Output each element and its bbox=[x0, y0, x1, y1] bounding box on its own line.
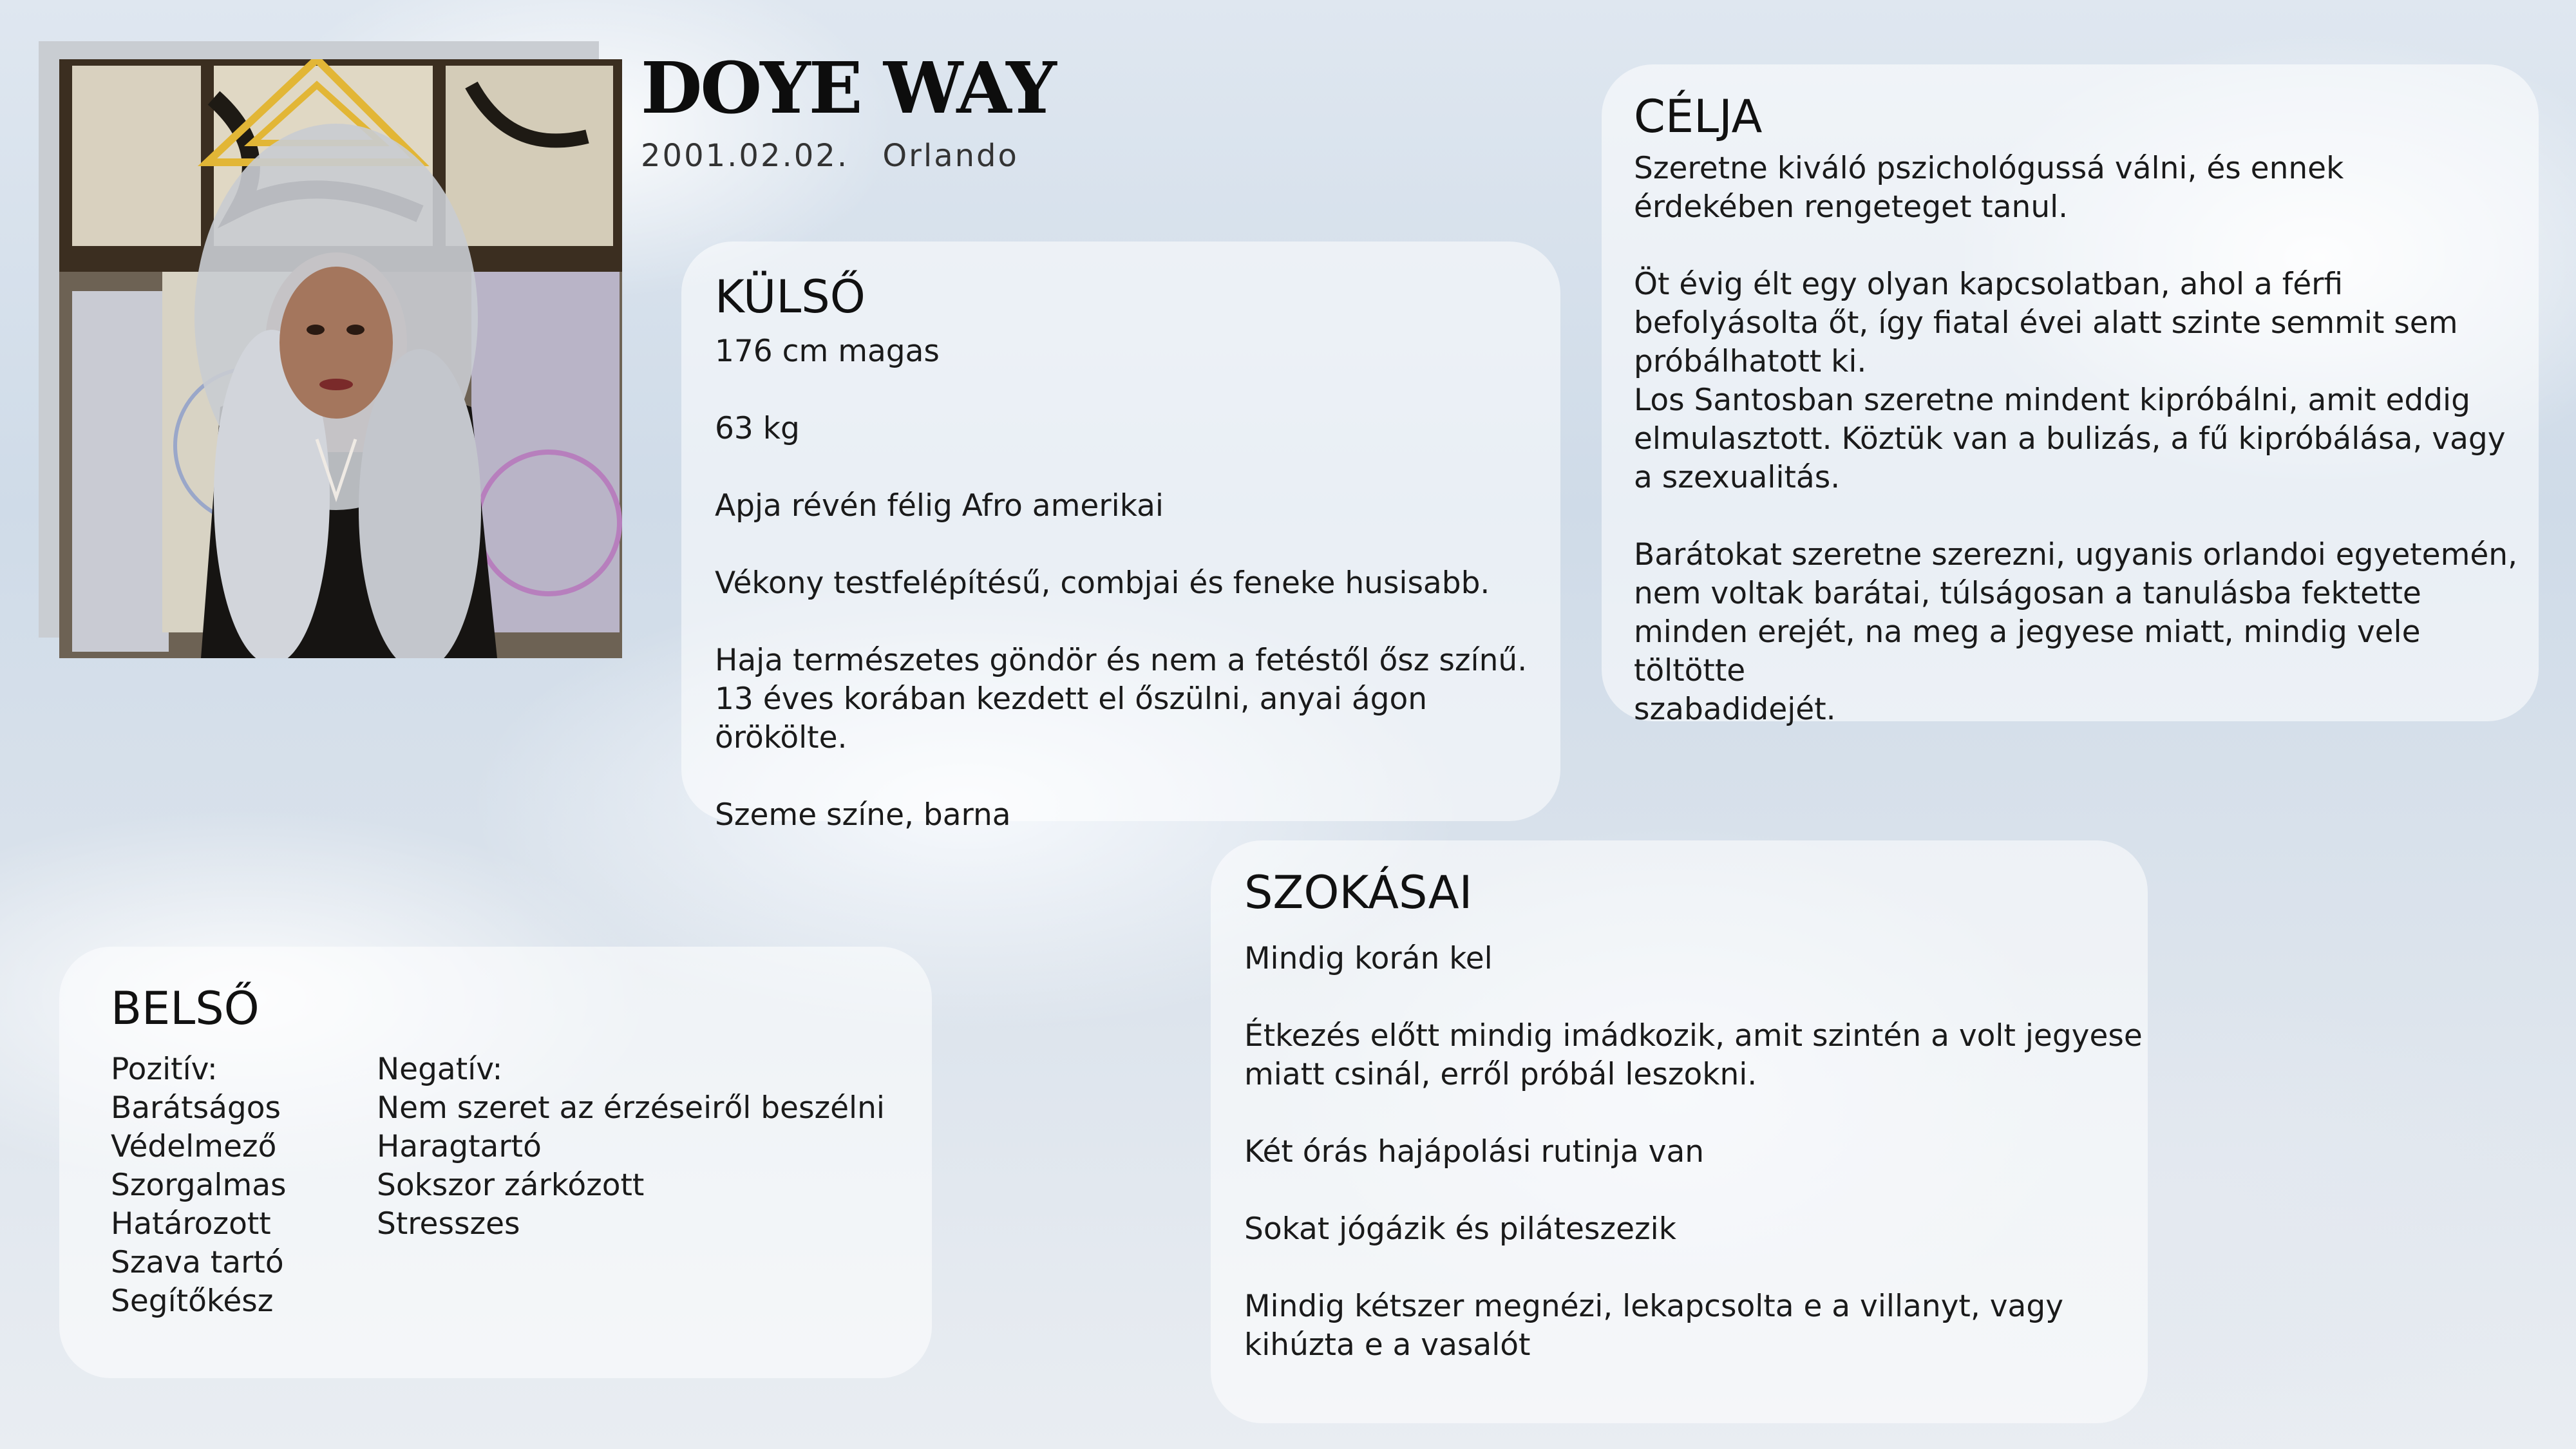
positive-trait: Segítőkész bbox=[111, 1283, 274, 1319]
positive-traits-column bbox=[111, 1050, 377, 1321]
goals-card bbox=[1602, 64, 2539, 727]
habits-text: Mindig korán kel Étkezés előtt mindig imádkozik, amit szintén a volt jegyese miatt csinál, erről próbál leszokni. Két órás hajápolási rutinja van Sokat jógázik és piláteszezik Mindig kétszer megnézi, lekapcsolta e a villanyt, vagy kihúzta e a vasalót bbox=[1244, 941, 2143, 1363]
birth-place: Orlando bbox=[882, 138, 1019, 174]
positive-trait: Barátságos bbox=[111, 1090, 281, 1126]
negative-trait: Sokszor zárkózott bbox=[377, 1168, 645, 1203]
appearance-card bbox=[681, 242, 1560, 833]
personality-heading: BELSŐ bbox=[111, 982, 260, 1035]
positive-trait: Szava tartó bbox=[111, 1245, 284, 1280]
habits-heading: SZOKÁSAI bbox=[1244, 866, 1473, 919]
personality-card bbox=[59, 947, 932, 1378]
positive-trait: Határozott bbox=[111, 1206, 271, 1242]
habits-card bbox=[1211, 840, 2148, 1423]
character-portrait bbox=[59, 59, 622, 658]
birth-info bbox=[641, 137, 1019, 175]
negative-label: Negatív: bbox=[377, 1052, 503, 1087]
positive-trait: Szorgalmas bbox=[111, 1168, 287, 1203]
negative-traits-column bbox=[377, 1050, 885, 1321]
character-name: DOYE WAY bbox=[641, 46, 1055, 129]
positive-trait: Védelmező bbox=[111, 1129, 277, 1164]
negative-trait: Stresszes bbox=[377, 1206, 520, 1242]
appearance-heading: KÜLSŐ bbox=[715, 270, 866, 323]
appearance-text: 176 cm magas 63 kg Apja révén félig Afro amerikai Vékony testfelépítésű, combjai és feneke husisabb. Haja természetes göndör és nem a fetéstől ősz színű. 13 éves korában kezdett el őszülni, anyai ágon örökölte. Szeme színe, barna bbox=[715, 334, 1528, 833]
birth-date: 2001.02.02. bbox=[641, 138, 849, 174]
negative-trait: Haragtartó bbox=[377, 1129, 542, 1164]
goals-heading: CÉLJA bbox=[1634, 90, 1763, 143]
negative-trait: Nem szeret az érzéseiről beszélni bbox=[377, 1090, 885, 1126]
positive-label: Pozitív: bbox=[111, 1052, 218, 1087]
goals-text: Szeretne kiváló pszichológussá válni, és ennek érdekében rengeteget tanul. Öt évig élt egy olyan kapcsolatban, ahol a férfi befolyásolta őt, így fiatal évei alatt szinte semmit sem próbálhatott ki. Los Santosban szeretne mindent kipróbálni, amit eddig elmulasztott. Köztük van a bulizás, a fű kipróbálása, vagy a szexualitás. Barátokat szeretne szerezni, ugyanis orlandoi egyetemén, nem voltak barátai, túlságosan a tanulásba fektette minden erejét, na meg a jegyese miatt, mindig vele töltötte szabadidejét. bbox=[1634, 151, 2518, 727]
